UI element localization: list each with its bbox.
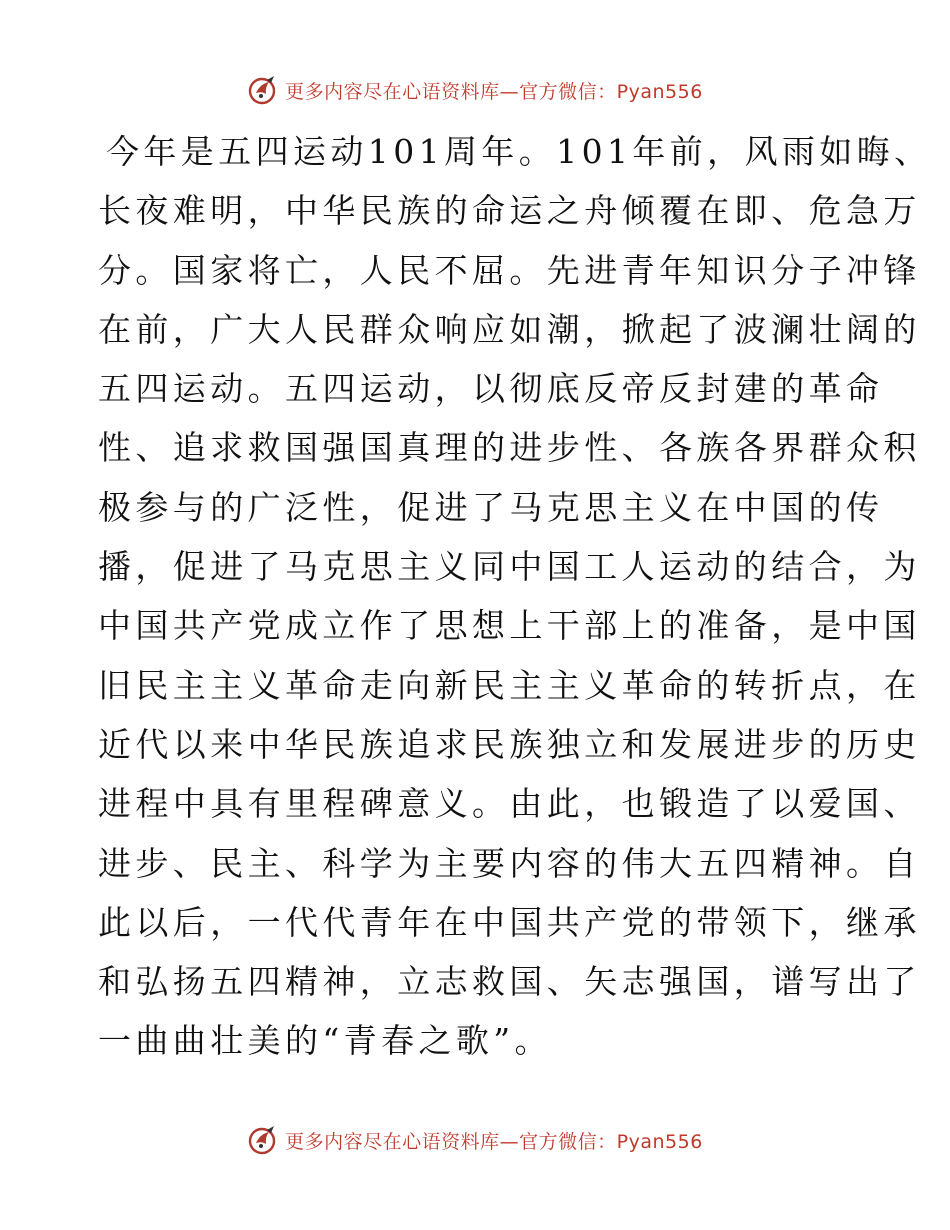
body-line: 一曲曲壮美的“青春之歌”。 <box>98 1021 552 1061</box>
header-banner-text: 更多内容尽在心语资料库—官方微信：Pyan556 <box>285 80 703 103</box>
body-line: 中国共产党成立作了思想上干部上的准备，是中国 <box>98 606 921 646</box>
body-line: 近代以来中华民族追求民族独立和发展进步的历史 <box>98 724 921 764</box>
body-line: 在前，广大人民群众响应如潮，掀起了波澜壮阔的 <box>98 309 921 349</box>
article-body <box>98 122 932 1071</box>
body-line: 旧民主主义革命走向新民主主义革命的转折点，在 <box>98 665 921 705</box>
header-banner <box>0 70 950 110</box>
mind-logo-icon <box>247 74 279 106</box>
body-line: 今年是五四运动101周年。101年前，风雨如晦、 <box>106 132 932 171</box>
body-line: 进程中具有里程碑意义。由此，也锻造了以爱国、 <box>98 784 921 824</box>
footer-banner-text: 更多内容尽在心语资料库—官方微信：Pyan556 <box>285 1130 703 1153</box>
body-line: 长夜难明，中华民族的命运之舟倾覆在即、危急万 <box>98 191 921 231</box>
body-line: 此以后，一代代青年在中国共产党的带领下，继承 <box>98 902 921 942</box>
body-line: 进步、民主、科学为主要内容的伟大五四精神。自 <box>98 843 921 883</box>
body-line: 播，促进了马克思主义同中国工人运动的结合，为 <box>98 547 921 587</box>
body-line: 和弘扬五四精神，立志救国、矢志强国，谱写出了 <box>98 962 921 1002</box>
footer-banner <box>0 1120 950 1160</box>
body-line: 极参与的广泛性，促进了马克思主义在中国的传 <box>98 487 884 527</box>
body-line: 分。国家将亡，人民不屈。先进青年知识分子冲锋 <box>98 250 921 290</box>
body-line: 性、追求救国强国真理的进步性、各族各界群众积 <box>98 428 921 468</box>
mind-logo-icon <box>247 1124 279 1156</box>
body-line: 五四运动。五四运动，以彻底反帝反封建的革命 <box>98 369 884 409</box>
